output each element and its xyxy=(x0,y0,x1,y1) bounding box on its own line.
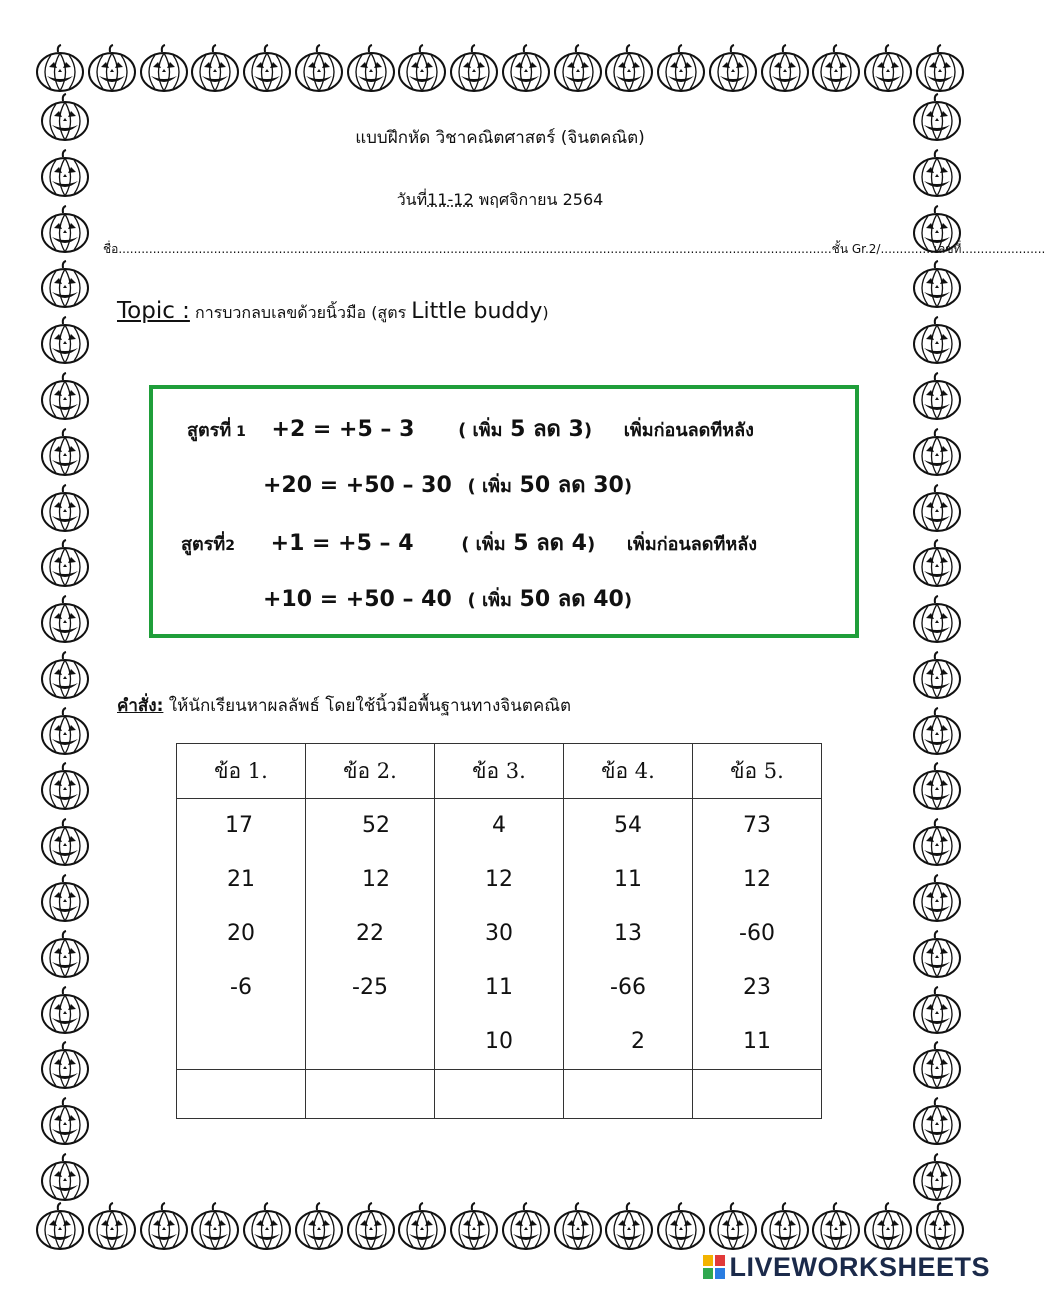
formula-1b-expr: +20 = +50 – 30 xyxy=(263,473,452,498)
problem-value: 11 xyxy=(743,1029,771,1054)
pumpkin-icon xyxy=(911,538,963,590)
formula-2-label: สูตรที่ xyxy=(181,534,226,555)
pumpkin-icon xyxy=(911,985,963,1037)
column-header: ข้อ 4. xyxy=(564,744,693,799)
pumpkin-icon xyxy=(241,1201,293,1253)
problem-value: -66 xyxy=(610,975,646,1000)
pumpkin-icon xyxy=(39,1040,91,1092)
problem-1-values xyxy=(177,799,306,1070)
formula-2b-expr: +10 = +50 – 40 xyxy=(263,587,452,612)
pumpkin-icon xyxy=(603,1201,655,1253)
pumpkin-icon xyxy=(293,1201,345,1253)
pumpkin-icon xyxy=(911,817,963,869)
pumpkin-icon xyxy=(241,43,293,95)
pumpkin-icon xyxy=(911,1040,963,1092)
pumpkin-icon xyxy=(911,761,963,813)
pumpkin-icon xyxy=(862,43,914,95)
pumpkin-icon xyxy=(911,1096,963,1148)
name-label: ชื่อ xyxy=(103,242,119,256)
pumpkin-icon xyxy=(759,43,811,95)
pumpkin-icon xyxy=(39,594,91,646)
pumpkin-icon xyxy=(810,43,862,95)
pumpkin-icon xyxy=(39,985,91,1037)
pumpkin-icon xyxy=(552,1201,604,1253)
table-header-row xyxy=(177,744,822,799)
pumpkin-border-left xyxy=(36,92,94,1204)
formula-1-note: ( เพิ่ม 5 ลด 3) xyxy=(458,417,593,442)
liveworksheets-text: LIVEWORKSHEETS xyxy=(729,1252,990,1282)
pumpkin-icon xyxy=(39,371,91,423)
topic-line xyxy=(117,298,549,326)
pumpkin-icon xyxy=(759,1201,811,1253)
answer-cell-5[interactable] xyxy=(693,1070,822,1119)
formula-2: สูตรที่2 +1 = +5 – 4 ( เพิ่ม 5 ลด 4) เพิ่มก่อนลดทีหลัง xyxy=(181,531,758,556)
problem-4-values xyxy=(564,799,693,1070)
instruction-line xyxy=(117,692,571,719)
pumpkin-icon xyxy=(911,873,963,925)
pumpkin-border-bottom xyxy=(34,1198,966,1256)
column-header: ข้อ 5. xyxy=(693,744,822,799)
pumpkin-icon xyxy=(911,315,963,367)
pumpkin-icon xyxy=(396,43,448,95)
pumpkin-icon xyxy=(345,1201,397,1253)
pumpkin-icon xyxy=(911,706,963,758)
problem-value: 4 xyxy=(492,813,506,838)
answer-cell-4[interactable] xyxy=(564,1070,693,1119)
problem-value: -6 xyxy=(230,975,252,1000)
column-header: ข้อ 3. xyxy=(435,744,564,799)
problem-value: 2 xyxy=(631,1029,645,1054)
formula-1b xyxy=(263,467,632,502)
number-label: เลขที่ xyxy=(933,242,962,256)
pumpkin-icon xyxy=(862,1201,914,1253)
pumpkin-icon xyxy=(293,43,345,95)
number-field[interactable]: ...................... xyxy=(961,242,1045,256)
pumpkin-icon xyxy=(39,483,91,535)
problem-value: 13 xyxy=(614,921,642,946)
instruction-text: ให้นักเรียนหาผลลัพธ์ โดยใช้นิ้วมือพื้นฐานทางจินตคณิต xyxy=(163,696,572,716)
pumpkin-icon xyxy=(911,1152,963,1204)
pumpkin-icon xyxy=(914,1201,966,1253)
problem-value: 21 xyxy=(227,867,255,892)
formula-2-tail: เพิ่มก่อนลดทีหลัง xyxy=(626,534,758,555)
pumpkin-icon xyxy=(39,761,91,813)
liveworksheets-logo[interactable] xyxy=(703,1252,990,1283)
pumpkin-icon xyxy=(39,706,91,758)
answer-row xyxy=(177,1070,822,1119)
topic-close: ) xyxy=(542,303,549,322)
pumpkin-icon xyxy=(39,817,91,869)
column-header: ข้อ 2. xyxy=(306,744,435,799)
pumpkin-icon xyxy=(39,259,91,311)
pumpkin-icon xyxy=(34,43,86,95)
formula-box xyxy=(149,385,859,638)
pumpkin-icon xyxy=(396,1201,448,1253)
problem-value: 17 xyxy=(225,813,253,838)
problem-value: 11 xyxy=(614,867,642,892)
formula-2-note: ( เพิ่ม 5 ลด 4) xyxy=(461,531,596,556)
problem-value: 30 xyxy=(485,921,513,946)
problem-value: 54 xyxy=(614,813,642,838)
problem-value: 22 xyxy=(356,921,384,946)
date-days: 11-12 xyxy=(427,190,474,209)
instruction-label: คำสั่ง: xyxy=(117,696,164,716)
formula-1: สูตรที่ 1 +2 = +5 – 3 ( เพิ่ม 5 ลด 3) เพิ่มก่อนลดทีหลัง xyxy=(187,417,754,442)
problem-value: 23 xyxy=(743,975,771,1000)
pumpkin-icon xyxy=(39,1096,91,1148)
problem-value: -25 xyxy=(352,975,388,1000)
pumpkin-icon xyxy=(810,1201,862,1253)
problem-value: 12 xyxy=(362,867,390,892)
problem-5-values xyxy=(693,799,822,1070)
pumpkin-icon xyxy=(39,1152,91,1204)
pumpkin-icon xyxy=(448,1201,500,1253)
liveworksheets-mark-icon xyxy=(703,1255,725,1279)
pumpkin-icon xyxy=(603,43,655,95)
pumpkin-icon xyxy=(86,43,138,95)
pumpkin-border-top xyxy=(34,40,966,98)
pumpkin-icon xyxy=(39,427,91,479)
pumpkin-icon xyxy=(655,43,707,95)
problem-value: 20 xyxy=(227,921,255,946)
pumpkin-icon xyxy=(707,1201,759,1253)
pumpkin-icon xyxy=(911,371,963,423)
formula-1-expr: +2 = +5 – 3 xyxy=(271,417,415,442)
pumpkin-border-right xyxy=(908,92,966,1204)
pumpkin-icon xyxy=(552,43,604,95)
pumpkin-icon xyxy=(86,1201,138,1253)
pumpkin-icon xyxy=(345,43,397,95)
answer-cell-1[interactable] xyxy=(177,1070,306,1119)
date-rest: พฤศจิกายน 2564 xyxy=(473,190,604,209)
name-field[interactable]: ........................................................................................................................................................................................... xyxy=(118,242,832,256)
pumpkin-icon xyxy=(500,43,552,95)
pumpkin-icon xyxy=(911,929,963,981)
pumpkin-icon xyxy=(138,43,190,95)
problem-value: 52 xyxy=(362,813,390,838)
exercise-table xyxy=(176,743,822,1119)
column-header: ข้อ 1. xyxy=(177,744,306,799)
date-prefix: วันที่ xyxy=(396,190,428,209)
formula-2-expr: +1 = +5 – 4 xyxy=(270,531,414,556)
pumpkin-icon xyxy=(34,1201,86,1253)
formula-2b xyxy=(263,581,632,616)
problem-value: 12 xyxy=(743,867,771,892)
pumpkin-icon xyxy=(914,43,966,95)
class-field[interactable]: .............. xyxy=(880,242,934,256)
topic-text: การบวกลบเลขด้วยนิ้วมือ (สูตร xyxy=(189,303,412,322)
pumpkin-icon xyxy=(500,1201,552,1253)
pumpkin-icon xyxy=(189,1201,241,1253)
problem-value: 11 xyxy=(485,975,513,1000)
pumpkin-icon xyxy=(911,594,963,646)
pumpkin-icon xyxy=(911,483,963,535)
problem-2-values xyxy=(306,799,435,1070)
formula-2b-note: ( เพิ่ม 50 ลด 40) xyxy=(467,587,633,612)
problem-value: 10 xyxy=(485,1029,513,1054)
pumpkin-icon xyxy=(189,43,241,95)
pumpkin-icon xyxy=(138,1201,190,1253)
topic-label: Topic : xyxy=(117,298,190,324)
problem-value: 12 xyxy=(485,867,513,892)
formula-1-tail: เพิ่มก่อนลดทีหลัง xyxy=(623,420,754,441)
worksheet-date xyxy=(0,188,1000,213)
answer-cell-2[interactable] xyxy=(306,1070,435,1119)
topic-formula-name: Little buddy xyxy=(411,299,543,324)
pumpkin-icon xyxy=(911,427,963,479)
student-info-line xyxy=(103,240,1045,259)
pumpkin-icon xyxy=(39,315,91,367)
problem-3-values xyxy=(435,799,564,1070)
formula-1b-note: ( เพิ่ม 50 ลด 30) xyxy=(467,473,633,498)
formula-1-label: สูตรที่ xyxy=(187,420,232,441)
answer-cell-3[interactable] xyxy=(435,1070,564,1119)
worksheet-title: แบบฝึกหัด วิชาคณิตศาสตร์ (จินตคณิต) xyxy=(355,128,645,148)
table-row xyxy=(177,799,822,1070)
pumpkin-icon xyxy=(39,650,91,702)
pumpkin-icon xyxy=(655,1201,707,1253)
problem-value xyxy=(306,1015,434,1069)
pumpkin-icon xyxy=(707,43,759,95)
pumpkin-icon xyxy=(448,43,500,95)
problem-value: 73 xyxy=(743,813,771,838)
problem-value: -60 xyxy=(739,921,775,946)
pumpkin-icon xyxy=(39,538,91,590)
problem-value xyxy=(177,1015,305,1069)
pumpkin-icon xyxy=(39,873,91,925)
pumpkin-icon xyxy=(911,259,963,311)
pumpkin-icon xyxy=(39,929,91,981)
class-label: ชั้น Gr.2/ xyxy=(831,242,881,256)
pumpkin-icon xyxy=(911,650,963,702)
